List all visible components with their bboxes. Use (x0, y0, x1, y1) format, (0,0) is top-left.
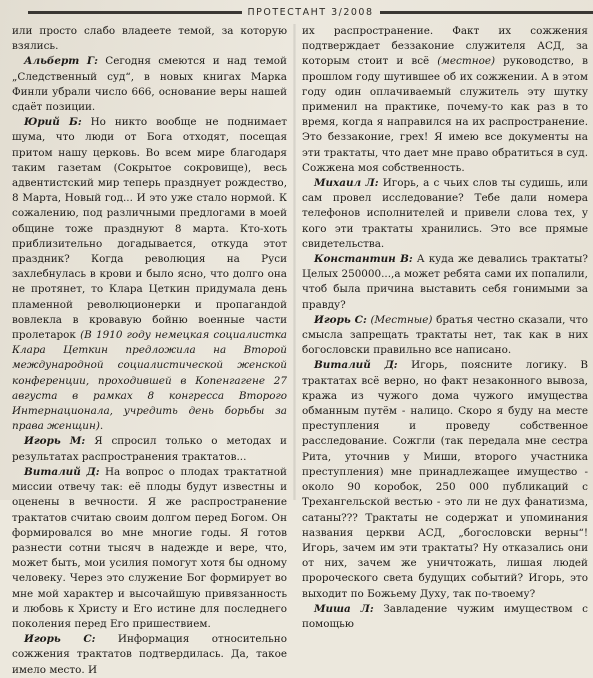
speaker-name: Михаил Л: (314, 177, 379, 189)
italic-note: (В 1910 году немецкая социалистка Клара Цеткин предложила на Второй международной социалистической женской конференции, проходившей в Копенгагене 27 августа в рамках 8 конгресса Второго Интернационала, учредить день борьбы за права женщин). (12, 329, 287, 432)
dialogue-text: руководство, в прошлом году шутившее об их сожжении. А в этом году один оплачиваемый служитель эту шутку применил на практике, почему-то как раз в то время, когда я направился на их распространение. Это беззаконие, грех! Я имею все документы на эти трактаты, что дает мне право обратиться в суд. Сожжена моя собственность. (302, 55, 588, 173)
dialogue-text: Информация относительно сожжения трактатов подтвердилась. Да, такое имело место. И (12, 633, 287, 675)
header-rule-right (380, 11, 593, 14)
speaker-name: Виталий Д: (24, 466, 100, 478)
dialogue-text: Игорь, поясните логику. В трактатах всё верно, но факт незаконного вывоза, кража из чужого дома чужого имущества обманным путём - налицо. Скоро я буду на месте преступления и проведу собственное расследование. Сожгли (так передала мне сестра Рита, уточнив у Миши, второго участника преступления) мне принадлежащее имущество - около 90 коробок, 250 000 публикаций с Трехангельской вестью - это ли не дух фанатизма, сатаны??? Трактаты не содержат и упоминания названия церкви АСД, „богословски верны“! Игорь, зачем им эти трактаты? Ну отказались они от них, зачем же уничтожать, лишая людей пророческого света будущих событий? Игорь, это выходит по Божьему Духу, так по-твоему? (302, 359, 588, 599)
dialogue-paragraph (12, 24, 287, 54)
dialogue-text: или просто слабо владеете темой, за которую взялись. (12, 25, 287, 52)
dialogue-text: На вопрос о плодах трактатной миссии отвечу так: её плоды будут известны и оценены в вечности. Я же распространение трактатов считаю своим долгом перед Богом. Он формировался во мне многие годы. Я готов разнести сотни тысяч в надежде и вере, что, может быть, мои усилия помогут хотя бы одному человеку. Через это служение Бог формирует во мне мой характер и высочайшую привязанность и любовь к Христу и Его истине для последнего поколения перед Его пришествием. (12, 466, 287, 630)
dialogue-paragraph (12, 434, 287, 464)
speaker-name: Игорь М: (24, 435, 85, 447)
header-rule-left (28, 11, 242, 14)
speaker-name: Виталий Д: (314, 359, 398, 371)
dialogue-paragraph (12, 465, 287, 632)
dialogue-text: Я спросил только о методах и результатах распространения трактатов... (12, 435, 287, 462)
dialogue-paragraph (12, 632, 287, 678)
dialogue-paragraph (12, 115, 287, 434)
dialogue-paragraph (302, 176, 588, 252)
dialogue-text: их распространение. Факт их сожжения подтверждает беззаконие служителя АСД, за которым стоит и всё (302, 25, 588, 67)
dialogue-text: братья честно сказали, что смысла запрещать трактаты нет, так как в них богословски правильно все написано. (302, 314, 588, 356)
dialogue-paragraph (302, 24, 588, 176)
dialogue-text: А куда же девались трактаты? Целых 250000...,а может ребята сами их попалили, чтоб была причина выставить себя гонимыми за правду? (302, 253, 588, 311)
dialogue-paragraph (302, 602, 588, 632)
speaker-name: Альберт Г: (24, 55, 98, 67)
dialogue-text: Сегодня смеются и над темой „Следственный суд“, в новых книгах Марка Финли убрали число 666, основание веры нашей сдаёт позиции. (12, 55, 287, 113)
dialogue-paragraph (302, 252, 588, 313)
speaker-name: Миша Л: (314, 603, 374, 615)
running-header (28, 2, 593, 22)
speaker-name: Юрий Б: (24, 116, 82, 128)
page-gutter (293, 24, 296, 500)
dialogue-text: Игорь, а с чьих слов ты судишь, или сам провел исследование? Тебе дали номера телефонов исполнителей и привели слова тех, у кого эти трактаты хранились. Это все прямые свидетельства. (302, 177, 588, 250)
italic-note: (Местные) (370, 314, 432, 326)
dialogue-paragraph (12, 54, 287, 115)
dialogue-text: Завладение чужим имуществом с помощью (302, 603, 588, 630)
dialogue-paragraph (302, 358, 588, 601)
speaker-name: Константин В: (314, 253, 413, 265)
dialogue-text: Но никто вообще не поднимает шума, что люди от Бога отходят, посещая притом нашу церковь. Во всем мире благодаря таким газетам (Сокрытое сокровище), весь адвентистский мир теперь празднует рождество, 8 Марта, Новый год... И это уже стало нормой. К сожалению, под различными предлогами в моей общине тоже празднуют 8 марта. Кто-хоть приблизительно догадывается, откуда этот праздник? Когда революция на Руси захлебнулась в крови и было ясно, что долго она не протянет, то Клара Цеткин придумала день пламенной революционерки и пропагандой вовлекла в кровавую бойню военные части пролетарок (12, 116, 287, 341)
speaker-name: Игорь С: (314, 314, 367, 326)
italic-note: (местное) (437, 55, 495, 67)
right-column (302, 24, 588, 500)
dialogue-paragraph (302, 313, 588, 359)
header-title: ПРОТЕСТАНТ 3/2008 (248, 7, 374, 18)
left-column (12, 24, 287, 500)
speaker-name: Игорь С: (24, 633, 96, 645)
